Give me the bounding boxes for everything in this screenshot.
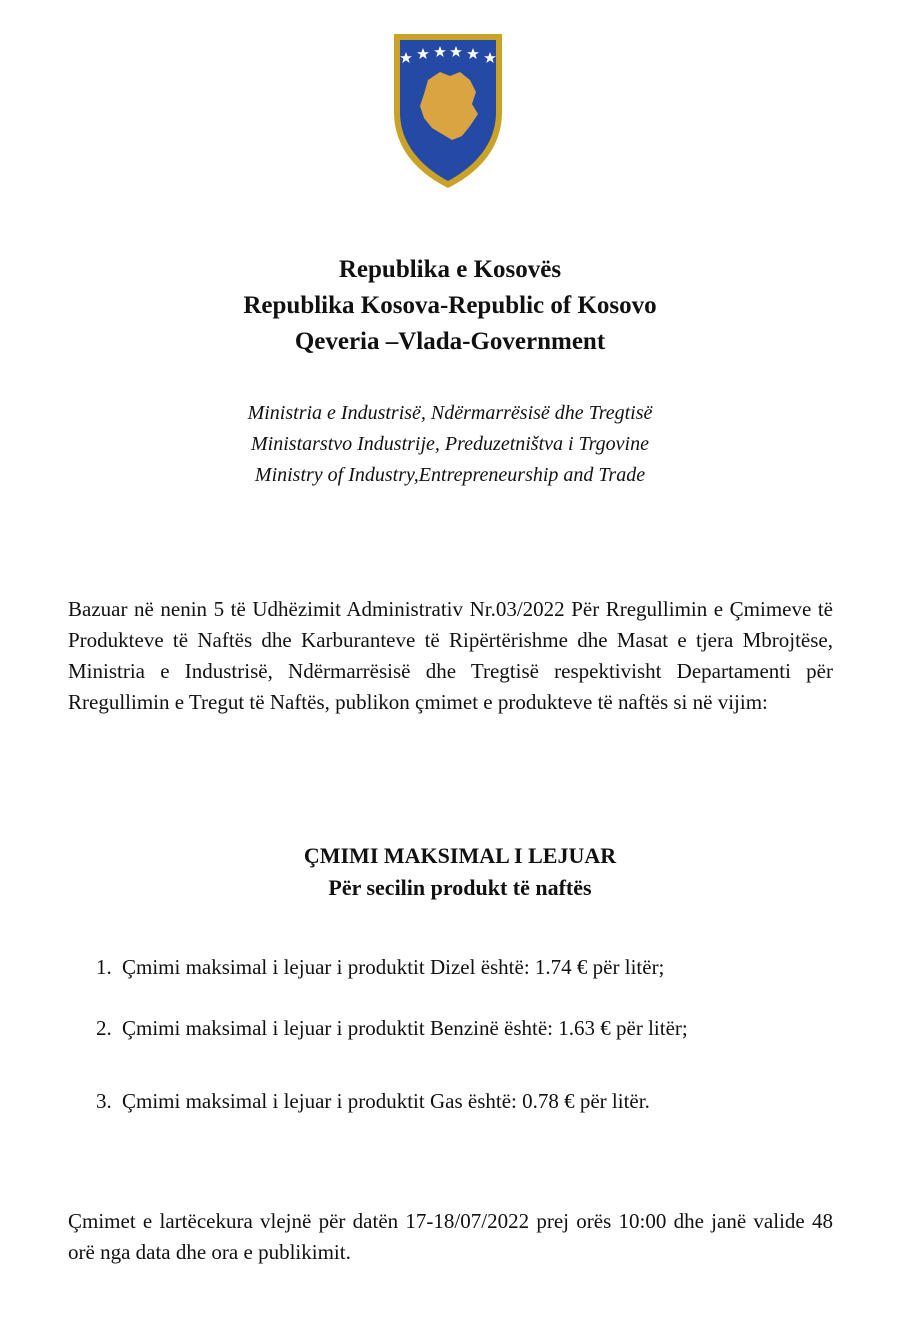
kosovo-coat-of-arms-icon	[390, 28, 506, 192]
subtitle-line-1: ÇMIMI MAKSIMAL I LEJUAR	[303, 843, 617, 868]
ministry-line-3: Ministry of Industry,Entrepreneurship and Trade	[254, 464, 646, 486]
header-line-3: Qeveria –Vlada-Government	[294, 328, 606, 355]
list-item	[68, 952, 833, 983]
price-list	[68, 952, 833, 1117]
list-item	[68, 1013, 833, 1044]
validity-paragraph: Çmimet e lartëcekura vlejnë për datën 17-18/07/2022 prej orës 10:00 dhe janë valide 48 orë nga data dhe ora e publikimit.	[68, 1209, 833, 1264]
government-header	[0, 252, 900, 360]
ministry-line-1: Ministria e Industrisë, Ndërmarrësisë dhe Tregtisë	[247, 402, 653, 424]
header-line-2: Republika Kosova-Republic of Kosovo	[243, 292, 657, 319]
list-item-text: Çmimi maksimal i lejuar i produktit Gas është: 0.78 € për litër.	[122, 1089, 650, 1113]
ministry-line-2: Ministarstvo Industrije, Preduzetništva i Trgovine	[251, 433, 649, 455]
list-item-text: Çmimi maksimal i lejuar i produktit Benzinë është: 1.63 € për litër;	[122, 1016, 688, 1040]
ministry-header	[0, 398, 900, 491]
list-item	[68, 1086, 833, 1117]
intro-paragraph: Bazuar në nenin 5 të Udhëzimit Administrativ Nr.03/2022 Për Rregullimin e Çmimeve të Produkteve të Naftës dhe Karburanteve të Ripërtërishme dhe Masat e tjera Mbrojtëse, Ministria e Industrisë, Ndërmarrësisë dhe Tregtisë respektivisht Departamenti për Rregullimin e Tregut të Naftës, publikon çmimet e produkteve të naftës si në vijim:	[68, 597, 833, 714]
list-item-number: 2.	[96, 1016, 112, 1040]
header-line-1: Republika e Kosovës	[338, 256, 562, 283]
list-item-number: 1.	[96, 955, 112, 979]
list-item-text: Çmimi maksimal i lejuar i produktit Dizel është: 1.74 € për litër;	[122, 955, 665, 979]
subtitle-line-2: Për secilin produkt të naftës	[328, 875, 592, 900]
list-item-number: 3.	[96, 1089, 112, 1113]
price-section-title	[0, 840, 900, 904]
